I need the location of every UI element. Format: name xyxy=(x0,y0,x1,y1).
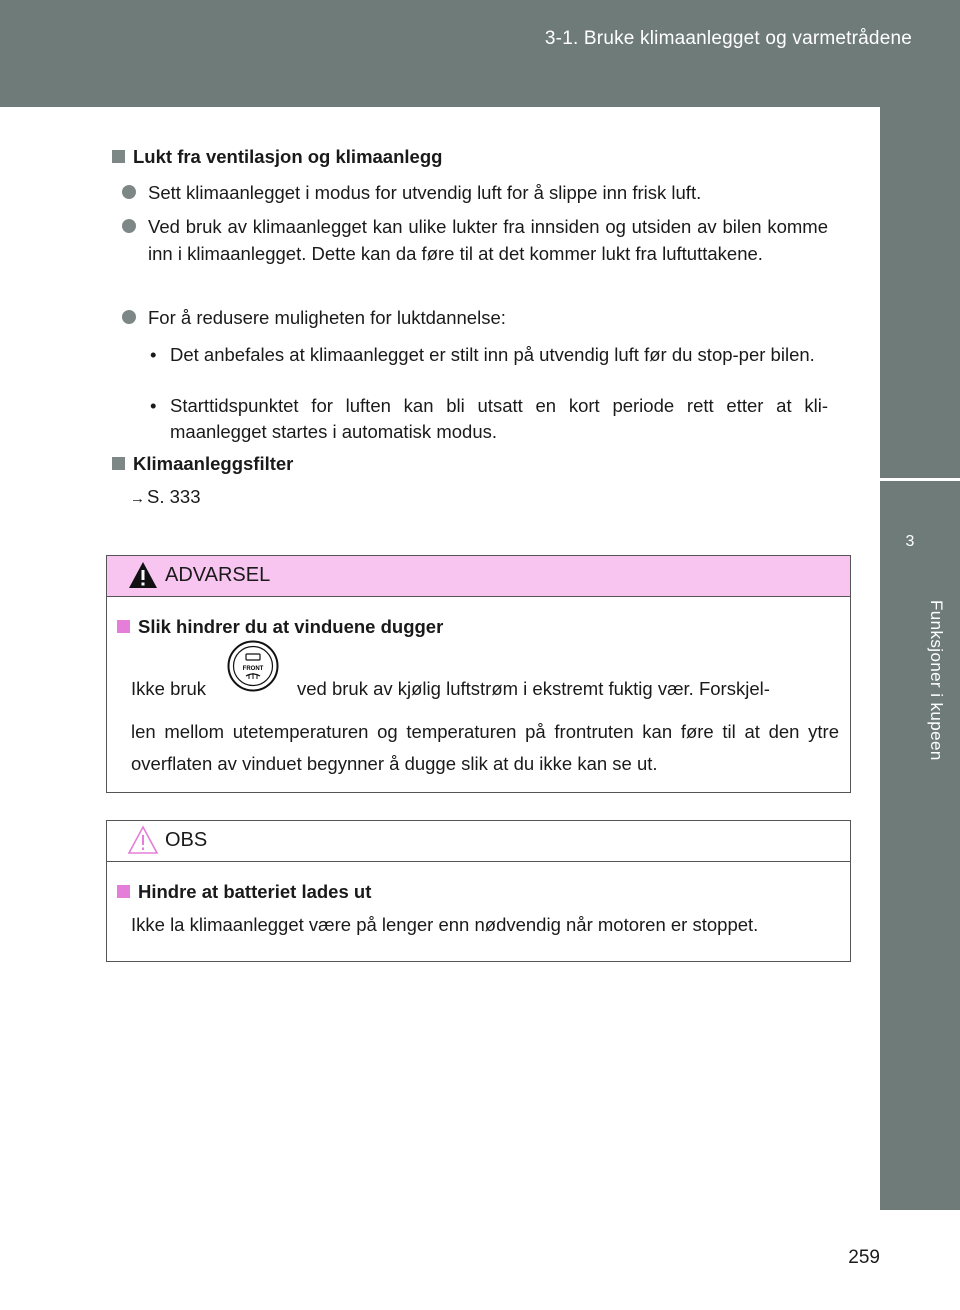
notice-heading: Hindre at batteriet lades ut xyxy=(117,881,371,903)
square-bullet-icon xyxy=(117,620,130,633)
notice-box-header xyxy=(107,821,850,862)
side-tab-divider xyxy=(880,478,960,481)
warning-text-after-icon: ved bruk av kjølig luftstrøm i ekstremt fuktig vær. Forskjel- xyxy=(297,678,770,699)
bullet-item: Sett klimaanlegget i modus for utvendig luft for å slippe inn frisk luft. xyxy=(124,179,828,206)
bullet-item: For å redusere muligheten for luktdannelse: xyxy=(124,304,828,331)
page-number: 259 xyxy=(848,1247,880,1268)
notice-box xyxy=(106,820,851,962)
round-bullet-icon xyxy=(122,185,136,199)
page-reference-link[interactable]: → S. 333 xyxy=(130,486,201,507)
bullet-item: Ved bruk av klimaanlegget kan ulike lukter fra innsiden og utsiden av bilen komme inn i klimaanlegget. Dette kan da føre til at det kommer lukt fra luftuttakene. xyxy=(124,213,828,267)
dot-marker: • xyxy=(150,395,157,416)
square-bullet-icon xyxy=(112,457,125,470)
warning-box-header xyxy=(107,556,850,597)
dot-marker: • xyxy=(150,344,157,365)
warning-heading: Slik hindrer du at vinduene dugger xyxy=(117,616,443,638)
front-defroster-button-icon xyxy=(227,640,279,692)
warning-text-line1: Ikke bruk xyxy=(131,678,207,699)
arrow-right-icon: → xyxy=(130,490,145,507)
chapter-title: 3-1. Bruke klimaanlegget og varmetrådene xyxy=(544,28,912,49)
round-bullet-icon xyxy=(122,310,136,324)
notice-text: Ikke la klimaanlegget være på lenger enn nødvendig når motoren er stoppet. xyxy=(131,914,759,935)
square-bullet-icon xyxy=(112,150,125,163)
section-heading-odor: Lukt fra ventilasjon og klimaanlegg xyxy=(112,146,442,168)
section-heading-filter: Klimaanleggsfilter xyxy=(112,453,293,475)
header-bar xyxy=(0,0,960,107)
warning-box xyxy=(106,555,851,793)
warning-text-rest: len mellom utetemperaturen og temperaturen på frontruten kan føre til at den ytre overflaten av vinduet begynner å dugge slik at du ikke kan se ut. xyxy=(131,721,839,774)
warning-triangle-icon xyxy=(127,560,159,590)
round-bullet-icon xyxy=(122,219,136,233)
front-label: FRONT xyxy=(242,666,264,672)
caution-triangle-icon xyxy=(127,825,159,855)
sub-bullet-item: • Det anbefales at klimaanlegget er stilt inn på utvendig luft før du stop-per bilen. xyxy=(150,342,828,368)
side-tab-label: Funksjoner i kupeen xyxy=(927,600,946,761)
warning-box-title: ADVARSEL xyxy=(165,564,271,586)
notice-box-title: OBS xyxy=(165,829,208,851)
side-tab-number: 3 xyxy=(905,533,915,550)
square-bullet-icon xyxy=(117,885,130,898)
sub-bullet-item: • Starttidspunktet for luften kan bli utsatt en kort periode rett etter at kli-maanlegget startes i automatisk modus. xyxy=(150,395,828,442)
